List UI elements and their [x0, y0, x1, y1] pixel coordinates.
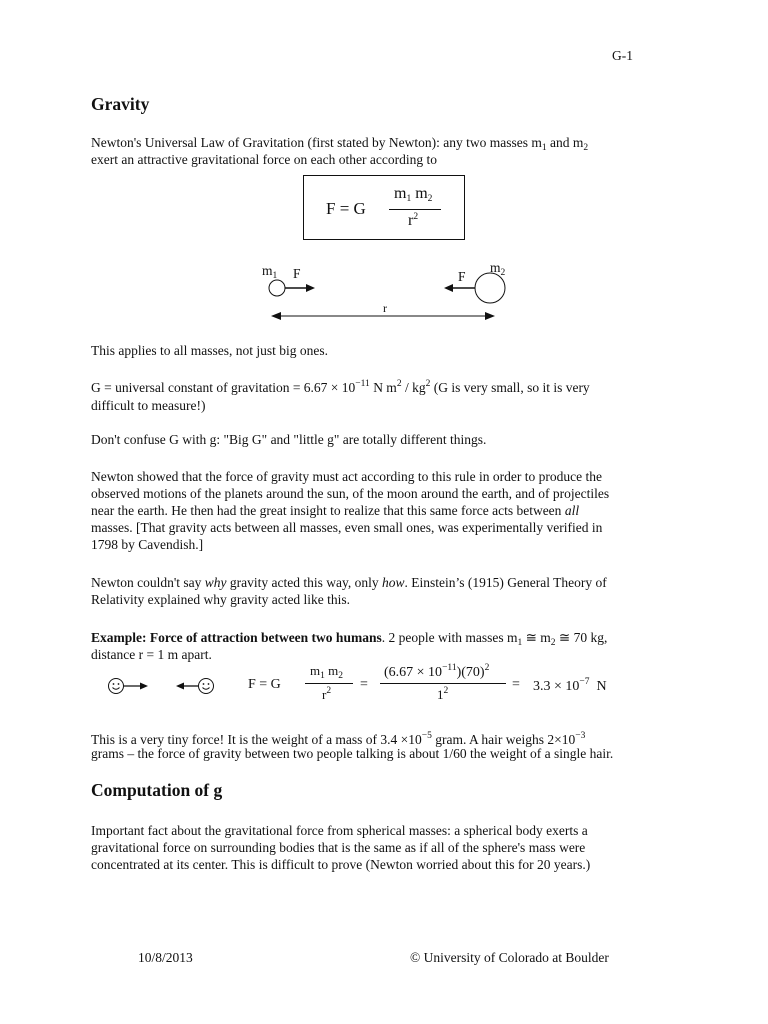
example-text-b: ≅ m	[522, 630, 551, 645]
why-em: why	[204, 575, 227, 590]
tiny-exp-2: −3	[575, 731, 586, 741]
why-text-c: . Einstein’s (1915) General Theory of	[404, 575, 607, 590]
example-eq-res-unit: N	[596, 679, 607, 694]
footer-date: 10/8/2013	[138, 950, 193, 965]
law-of-gravitation-formula	[303, 175, 465, 240]
paragraph-newton-line-2: observed motions of the planets around the sun, of the moon around the earth, and of projectiles	[91, 486, 610, 501]
example-eq-frac-bar-1	[305, 683, 353, 684]
section-title-gravity: Gravity	[91, 94, 150, 114]
example-eq-num-b-exp2: 2	[484, 663, 490, 673]
paragraph-newton-line-4: masses. [That gravity acts between all masses, even small ones, was experimentally verified in	[91, 520, 603, 535]
tiny-text-b: gram. A hair weighs 2×10	[431, 732, 576, 747]
why-text-a: Newton couldn't say	[91, 575, 205, 590]
example-eq-num-m2: m	[328, 663, 339, 678]
intro-sub-2: 2	[583, 143, 589, 153]
example-text-c: ≅ 70 kg,	[555, 630, 608, 645]
section-title-computation: Computation of g	[91, 780, 223, 800]
paragraph-G-line-2: difficult to measure!)	[91, 398, 206, 413]
formula-num-sub1: 1	[406, 194, 412, 204]
example-text-a: . 2 people with masses m	[381, 630, 518, 645]
example-sub-1: 1	[517, 638, 523, 648]
formula-lhs: F = G	[326, 199, 366, 218]
intro-text-a: Newton's Universal Law of Gravitation (first stated by Newton): any two masses m	[91, 135, 542, 150]
example-eq-num-sub2: 2	[338, 671, 343, 681]
why-text-b: gravity acted this way, only	[226, 575, 383, 590]
formula-den-r: r	[408, 212, 414, 229]
example-eq-num-m1: m	[310, 663, 321, 678]
smiley-left-icon	[109, 679, 124, 694]
formula-denominator	[408, 212, 418, 230]
example-eq-equals-2: =	[512, 677, 520, 692]
formula-num-m1: m	[394, 185, 407, 202]
example-eq-numerator	[310, 663, 343, 681]
formula-num-m2: m	[415, 185, 428, 202]
paragraph-why-line-1	[91, 574, 607, 591]
paragraph-tiny-line-2: grams – the force of gravity between two people talking is about 1/60 the weight of a single hair.	[91, 746, 614, 761]
newton-line-3-em: all	[564, 503, 580, 518]
formula-fraction-bar	[389, 209, 441, 210]
smiley-right-icon	[199, 679, 214, 694]
G-exp-3: 2	[425, 379, 431, 389]
tiny-text-a: This is a very tiny force! It is the weight of a mass of 3.4 ×10	[91, 732, 422, 747]
example-eq-num-b-exp: −11	[442, 663, 457, 673]
label-m2	[490, 259, 505, 282]
label-force-right: F	[458, 269, 466, 284]
label-m2-text: m	[490, 260, 501, 275]
example-line-2: distance r = 1 m apart.	[91, 647, 212, 662]
force-arrow-1-head	[306, 284, 315, 292]
copyright-icon: ©	[410, 950, 421, 965]
force-arrow-2-head	[444, 284, 453, 292]
G-text-a: G = universal constant of gravitation = 6.67 × 10	[91, 380, 356, 395]
paragraph-confuse: Don't confuse G with g: "Big G" and "little g" are totally different things.	[91, 432, 487, 447]
G-text-d: (G is very small, so it is very	[430, 380, 590, 395]
label-force-left: F	[293, 266, 301, 281]
paragraph-sphere-line-3: concentrated at its center. This is difficult to prove (Newton worried about this for 20 years.)	[91, 857, 591, 872]
formula-den-exp: 2	[413, 212, 419, 222]
example-eq-den-exp: 2	[326, 686, 332, 696]
example-eq-equals-1: =	[360, 677, 368, 692]
example-eq-res-exp: −7	[579, 677, 590, 687]
paragraph-sphere-line-2: gravitational force on surrounding bodies that is the same as if all of the sphere's mass were	[91, 840, 586, 855]
distance-arrow-left	[271, 312, 281, 320]
how-em: how	[382, 575, 405, 590]
example-eq-denominator-b	[437, 686, 448, 703]
example-eq-denominator	[322, 686, 331, 703]
newton-line-3-text: near the earth. He then had the great insight to realize that this same force acts between	[91, 503, 565, 518]
tiny-exp-1: −5	[421, 731, 432, 741]
example-sub-2: 2	[550, 638, 556, 648]
G-exp-1: −11	[355, 379, 370, 389]
example-eq-num-b-b: )(70)	[456, 665, 485, 680]
paragraph-newton-line-5: 1798 by Cavendish.]	[91, 537, 204, 552]
example-eq-numerator-b	[384, 663, 489, 681]
example-eq-lhs: F = G	[248, 677, 281, 692]
paragraph-newton-line-1: Newton showed that the force of gravity must act according to this rule in order to produce the	[91, 469, 602, 484]
label-m1	[262, 262, 277, 285]
paragraph-all-masses: This applies to all masses, not just big ones.	[91, 343, 328, 358]
example-eq-num-sub1: 1	[320, 671, 325, 681]
example-eq-result	[533, 677, 607, 695]
example-eq-frac-bar-2	[380, 683, 506, 684]
paragraph-newton-line-3	[91, 502, 579, 519]
example-eq-den-b: 1	[437, 687, 444, 702]
footer-copyright-text: University of Colorado at Boulder	[420, 950, 609, 965]
two-people-diagram	[104, 674, 224, 698]
label-m1-sub: 1	[272, 271, 278, 281]
label-m1-text: m	[262, 263, 273, 278]
label-distance-r: r	[383, 301, 387, 315]
page-number: G-1	[612, 48, 633, 63]
footer-copyright	[410, 950, 609, 966]
paragraph-why-line-2: Relativity explained why gravity acted like this.	[91, 592, 351, 607]
intro-sub-1: 1	[541, 143, 547, 153]
example-eq-num-b-a: (6.67 × 10	[384, 665, 443, 680]
intro-text-b: and m	[546, 135, 584, 150]
paragraph-sphere-line-1: Important fact about the gravitational force from spherical masses: a spherical body exerts a	[91, 823, 588, 838]
distance-arrow-right	[485, 312, 495, 320]
label-m2-sub: 2	[500, 268, 506, 278]
G-text-c: / kg	[401, 380, 426, 395]
example-eq-den-b-exp: 2	[443, 686, 449, 696]
G-text-b: N m	[369, 380, 397, 395]
example-eq-den-r: r	[322, 687, 327, 702]
intro-line-2: exert an attractive gravitational force on each other according to	[91, 152, 437, 167]
formula-numerator	[394, 185, 432, 204]
example-heading: Example: Force of attraction between two humans	[91, 630, 382, 645]
G-exp-2: 2	[396, 379, 402, 389]
paragraph-G-line-1	[91, 376, 590, 396]
example-eq-res: 3.3 × 10	[533, 679, 580, 694]
arrow-right-head	[140, 683, 148, 690]
formula-num-sub2: 2	[427, 194, 433, 204]
